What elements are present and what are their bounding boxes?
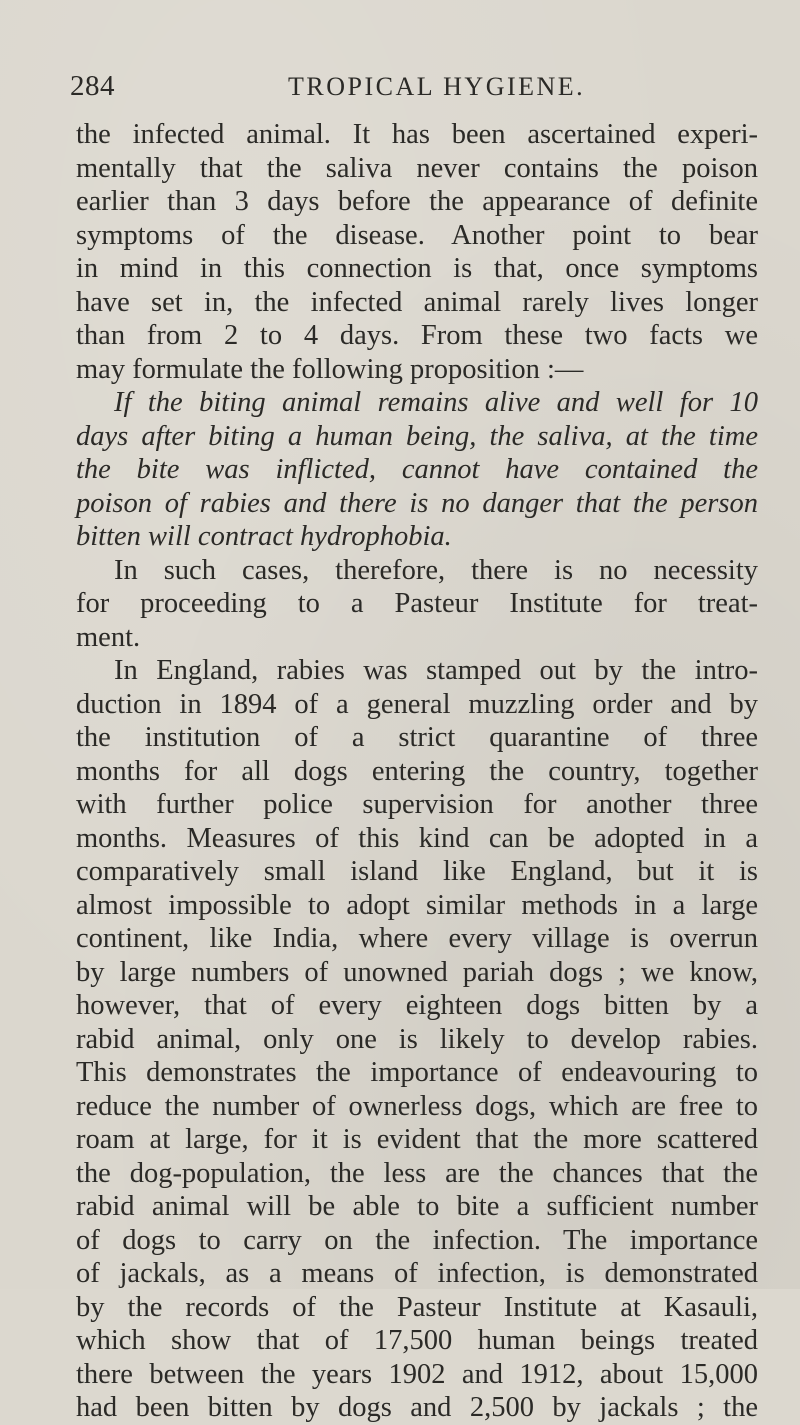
text-line: the dog-population, the less are the chances that the bbox=[76, 1157, 758, 1189]
text-line: however, that of every eighteen dogs bitten by a bbox=[76, 990, 758, 1021]
text-line: months. Measures of this kind can be adopted in a bbox=[76, 822, 758, 854]
text-line: may formulate the following proposition :— bbox=[76, 353, 584, 385]
text-line: of jackals, as a means of infection, is demonstrated bbox=[76, 1258, 758, 1289]
text-line: almost impossible to adopt similar methods in a large bbox=[76, 889, 758, 921]
text-line: the institution of a strict quarantine of three bbox=[76, 722, 758, 753]
text-line: of dogs to carry on the infection. The importance bbox=[76, 1224, 758, 1256]
running-head bbox=[70, 70, 750, 110]
text-line: months for all dogs entering the country, together bbox=[76, 755, 758, 787]
text-line: for proceeding to a Pasteur Institute for treat- bbox=[76, 588, 758, 619]
text-line: by the records of the Pasteur Institute at Kasauli, bbox=[76, 1291, 758, 1323]
text-line: there between the years 1902 and 1912, about 15,000 bbox=[76, 1358, 758, 1390]
text-line: poison of rabies and there is no danger that the person bbox=[76, 487, 758, 519]
text-line: rabid animal, only one is likely to develop rabies. bbox=[76, 1023, 758, 1055]
text-line: roam at large, for it is evident that the more scattered bbox=[76, 1124, 758, 1155]
text-line: symptoms of the disease. Another point to bear bbox=[76, 219, 758, 251]
text-line: with further police supervision for another three bbox=[76, 789, 758, 820]
text-line: ment. bbox=[76, 621, 141, 653]
text-line: If the biting animal remains alive and well for 10 bbox=[114, 387, 758, 418]
text-line: bitten will contract hydrophobia. bbox=[76, 521, 452, 552]
text-line: comparatively small island like England, but it is bbox=[76, 856, 758, 887]
text-line: rabid animal will be able to bite a sufficient number bbox=[76, 1191, 758, 1222]
text-line: continent, like India, where every village is overrun bbox=[76, 923, 758, 954]
text-line: mentally that the saliva never contains the poison bbox=[76, 152, 758, 184]
text-line: duction in 1894 of a general muzzling order and by bbox=[76, 688, 758, 720]
text-line: in mind in this connection is that, once symptoms bbox=[76, 253, 758, 284]
text-line: than from 2 to 4 days. From these two facts we bbox=[76, 320, 758, 351]
text-line: In England, rabies was stamped out by the intro- bbox=[114, 655, 758, 686]
text-line: by large numbers of unowned pariah dogs ; we know, bbox=[76, 956, 758, 988]
text-line: This demonstrates the importance of endeavouring to bbox=[76, 1057, 758, 1088]
text-line: which show that of 17,500 human beings treated bbox=[76, 1325, 758, 1356]
body-text bbox=[76, 118, 758, 1425]
text-line: had been bitten by dogs and 2,500 by jackals ; the bbox=[76, 1392, 758, 1423]
text-line: have set in, the infected animal rarely lives longer bbox=[76, 286, 758, 318]
text-line: In such cases, therefore, there is no necessity bbox=[114, 554, 758, 586]
text-line: reduce the number of ownerless dogs, which are free to bbox=[76, 1090, 758, 1122]
text-line: days after biting a human being, the saliva, at the time bbox=[76, 420, 758, 452]
running-title: TROPICAL HYGIENE. bbox=[288, 72, 586, 101]
text-line: earlier than 3 days before the appearance of definite bbox=[76, 186, 758, 217]
page-number: 284 bbox=[70, 70, 115, 102]
text-line: the bite was inflicted, cannot have contained the bbox=[76, 454, 758, 485]
text-line: the infected animal. It has been ascertained experi- bbox=[76, 119, 758, 150]
